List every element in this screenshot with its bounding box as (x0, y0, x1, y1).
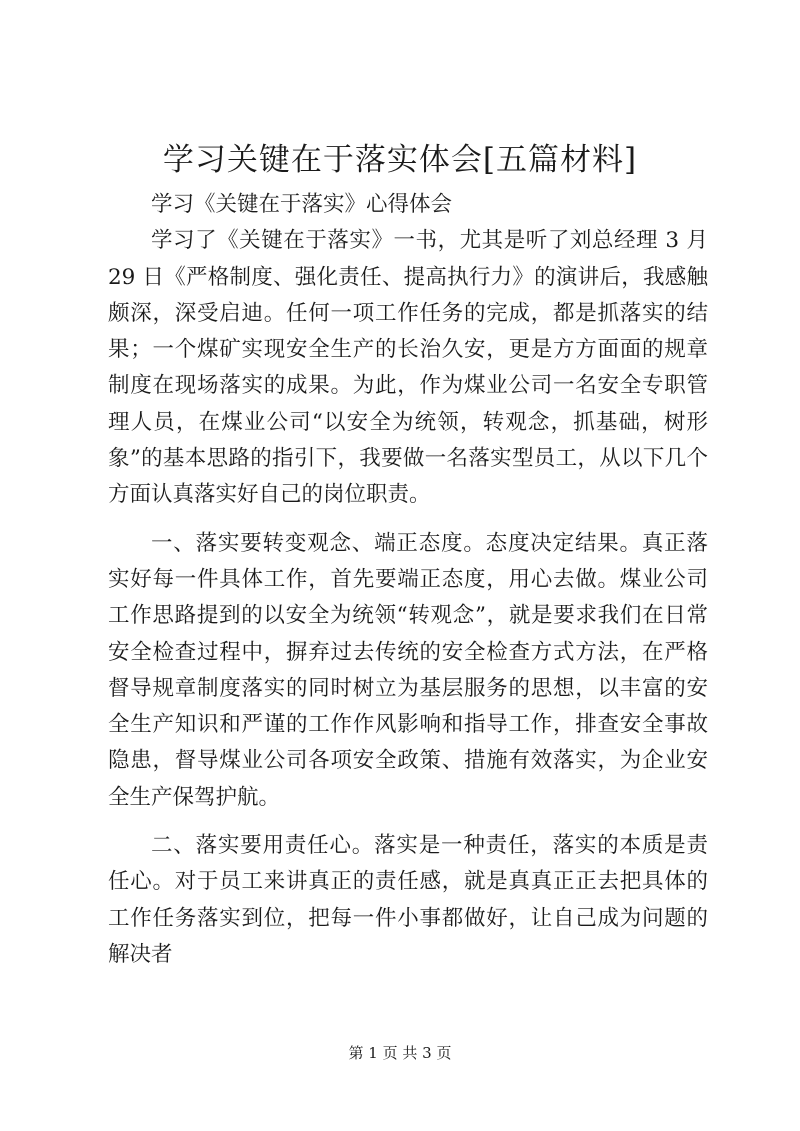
paragraph-section-two: 二、落实要用责任心。落实是一种责任，落实的本质是责任心。对于员工来讲真正的责任感，就是真真正正去把具体的工作任务落实到位，把每一件小事都做好，让自己成为问题的解决者 (108, 833, 708, 967)
paragraph-intro: 学习了《关键在于落实》一书，尤其是听了刘总经理 3 月 29 日《严格制度、强化责任、提高执行力》的演讲后，我感触颇深，深受启迪。任何一项工作任务的完成，都是抓落实的结果；一个煤矿实现安全生产的长治久安，更是方方面面的规章制度在现场落实的成果。为此，作为煤业公司一名安全专职管理人员，在煤业公司“以安全为统领，转观念，抓基础，树形象”的基本思路的指引下，我要做一名落实型员工，从以下几个方面认真落实好自己的岗位职责。 (108, 228, 708, 508)
page-number-footer: 第 1 页 共 3 页 (348, 1044, 452, 1062)
paragraph-section-one: 一、落实要转变观念、端正态度。态度决定结果。真正落实好每一件具体工作，首先要端正态度，用心去做。煤业公司工作思路提到的以安全为统领“转观念”，就是要求我们在日常安全检查过程中，摒弃过去传统的安全检查方式方法，在严格督导规章制度落实的同时树立为基层服务的思想，以丰富的安全生产知识和严谨的工作作风影响和指导工作，排查安全事故隐患，督导煤业公司各项安全政策、措施有效落实，为企业安全生产保驾护航。 (108, 530, 708, 810)
document-subtitle: 学习《关键在于落实》心得体会 (151, 192, 453, 217)
document-title: 学习关键在于落实体会[五篇材料] (162, 142, 638, 178)
document-body (108, 187, 708, 973)
